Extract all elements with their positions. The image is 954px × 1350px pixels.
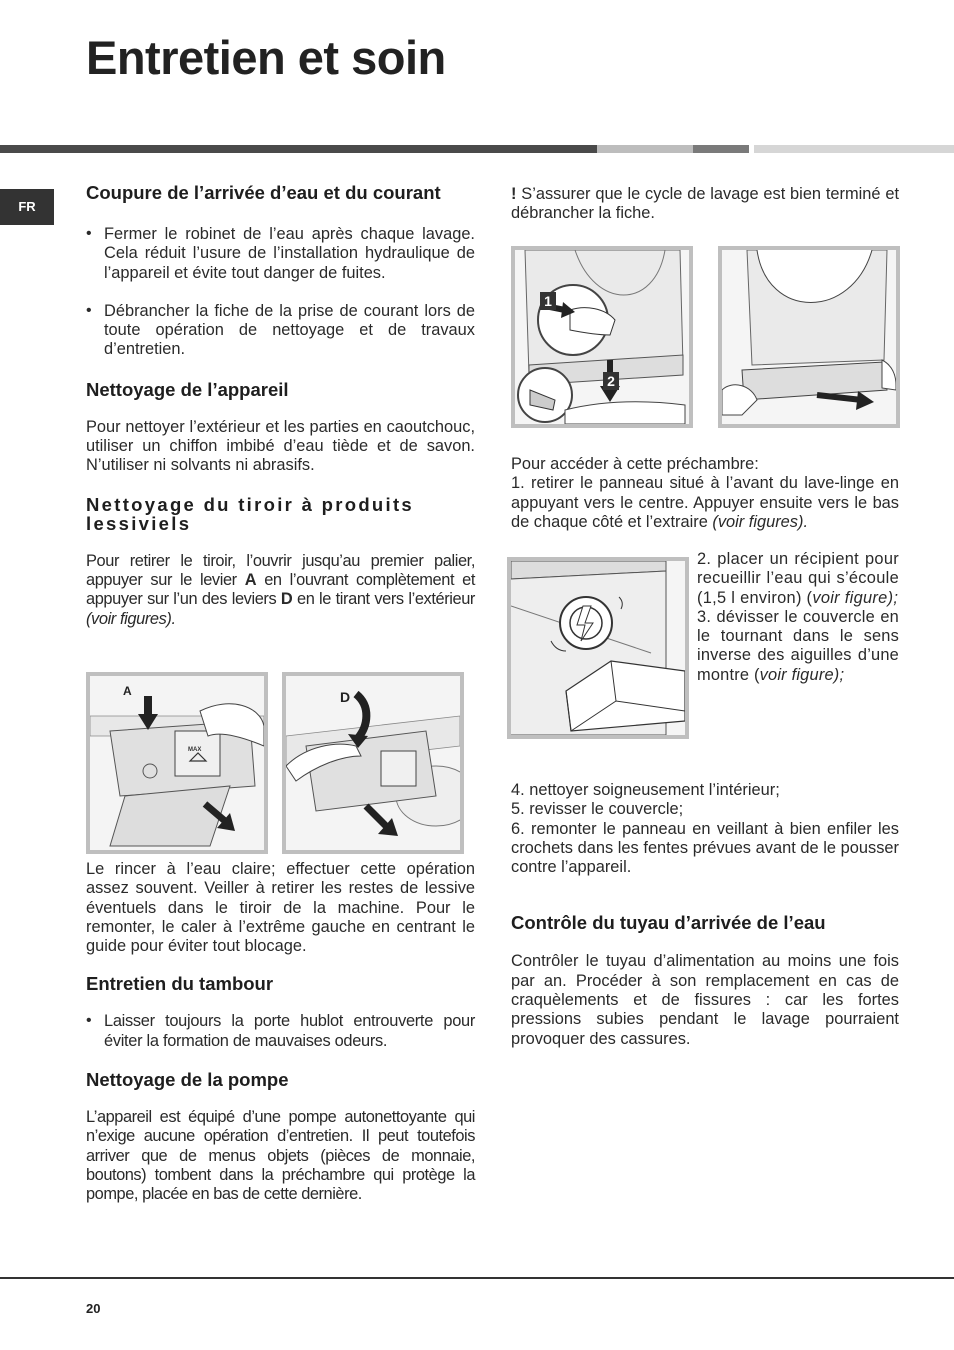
- language-tab: FR: [0, 189, 54, 225]
- fig-label-d: D: [340, 689, 351, 705]
- section-title-drawer-cleaning: Nettoyage du tiroir à produits lessiviels: [86, 493, 415, 534]
- section-title-drum-care: Entretien du tambour: [86, 973, 274, 995]
- fig-step-1: 1: [544, 293, 552, 309]
- left-column: [86, 183, 475, 629]
- step-2: 2. placer un récipient pour recueillir l’eau qui s’écoule (1,5 l environ) (voir figure);: [697, 550, 899, 607]
- page-title: Entretien et soin: [86, 31, 446, 84]
- fig-label-a: A: [123, 684, 132, 698]
- figure-drawer-lever-a: [86, 672, 268, 854]
- step-5: 5. revisser le couvercle;: [511, 800, 684, 819]
- section-title-pump-cleaning: Nettoyage de la pompe: [86, 1069, 289, 1091]
- header-rule: [0, 145, 597, 153]
- figure-remove-panel-pull: [718, 246, 900, 428]
- right-column-steps-side: [697, 550, 899, 685]
- fig-step-2: 2: [607, 373, 615, 389]
- figure-pump-cover: [507, 557, 689, 739]
- step-6: 6. remonter le panneau en veillant à bien enfiler les crochets dans les fentes prévues avant de le pousser contre l’appareil.: [511, 819, 899, 877]
- header-rule-segment: [597, 145, 693, 153]
- right-column-steps: [511, 455, 899, 532]
- right-column-lower: [511, 781, 899, 1049]
- step-4: 4. nettoyer soigneusement l’intérieur;: [511, 781, 780, 799]
- list-item: • Fermer le robinet de l’eau après chaque lavage. Cela réduit l’usure de l’installation hydraulique de l’appareil et évite tout danger de fuites.: [86, 225, 475, 282]
- list-item: • Laisser toujours la porte hublot entrouverte pour éviter la formation de mauvaises odeurs.: [86, 1012, 475, 1050]
- page-number: 20: [86, 1301, 101, 1316]
- paragraph: Contrôler le tuyau d’alimentation au moins une fois par an. Procéder à son remplacement en cas de craquèlements et de fissures : car les fortes pressions subies pendant le lavage pourraient provoquer des cassures.: [511, 952, 899, 1048]
- svg-text:MAX: MAX: [188, 747, 202, 753]
- list-item: • Débrancher la fiche de la prise de courant lors de toute opération de nettoyage et de travaux d’entretien.: [86, 301, 475, 359]
- paragraph: Pour retirer le tiroir, l’ouvrir jusqu’au premier palier, appuyer sur le levier A en l’ouvrant complètement et appuyer sur l’un des leviers D en le tirant vers l’extérieur (voir figures).: [86, 551, 476, 628]
- paragraph: L’appareil est équipé d’une pompe autonettoyante qui n’exige aucune opération d’entretien. Il peut toutefois arriver que de menus objets (pièces de monnaie, boutons) tombent dans la préchambre qui protège la pompe, placée en bas de cette dernière.: [86, 1108, 475, 1204]
- section-title-hose-check: Contrôle du tuyau d’arrivée de l’eau: [511, 912, 826, 934]
- right-column: [511, 183, 899, 224]
- figure-remove-panel-press: [511, 246, 693, 428]
- warning-paragraph: ! S’assurer que le cycle de lavage est bien terminé et débrancher la fiche.: [511, 185, 899, 223]
- header-rule-segment: [754, 145, 954, 153]
- paragraph: Le rincer à l’eau claire; effectuer cette opération assez souvent. Veiller à retirer les restes de lessive éventuels dans le tiroir de la machine. Pour le remonter, le caler à l’extrême gauche en centrant le guide pour éviter tout blocage.: [86, 860, 475, 956]
- step-3: 3. dévisser le couvercle en le tournant dans le sens inverse des aiguilles d’une montre (voir figure);: [697, 607, 899, 684]
- section-title-shutoff: Coupure de l’arrivée d’eau et du courant: [86, 182, 441, 203]
- access-intro: Pour accéder à cette préchambre:: [511, 455, 759, 473]
- paragraph: Pour nettoyer l’extérieur et les parties en caoutchouc, utiliser un chiffon imbibé d’eau tiède et de savon. N’utiliser ni solvants ni abrasifs.: [86, 417, 475, 475]
- step-1: 1. retirer le panneau situé à l’avant du lave-linge en appuyant vers le centre. Appuyer ensuite vers le bas de chaque côté et l’extraire (voir figures).: [511, 474, 899, 531]
- left-column-lower: [86, 860, 475, 1205]
- warning-icon: !: [511, 185, 517, 203]
- footer-rule: [0, 1277, 954, 1279]
- section-title-appliance-cleaning: Nettoyage de l’appareil: [86, 378, 289, 400]
- header-rule-segment: [693, 145, 749, 153]
- figure-drawer-lever-d: [282, 672, 464, 854]
